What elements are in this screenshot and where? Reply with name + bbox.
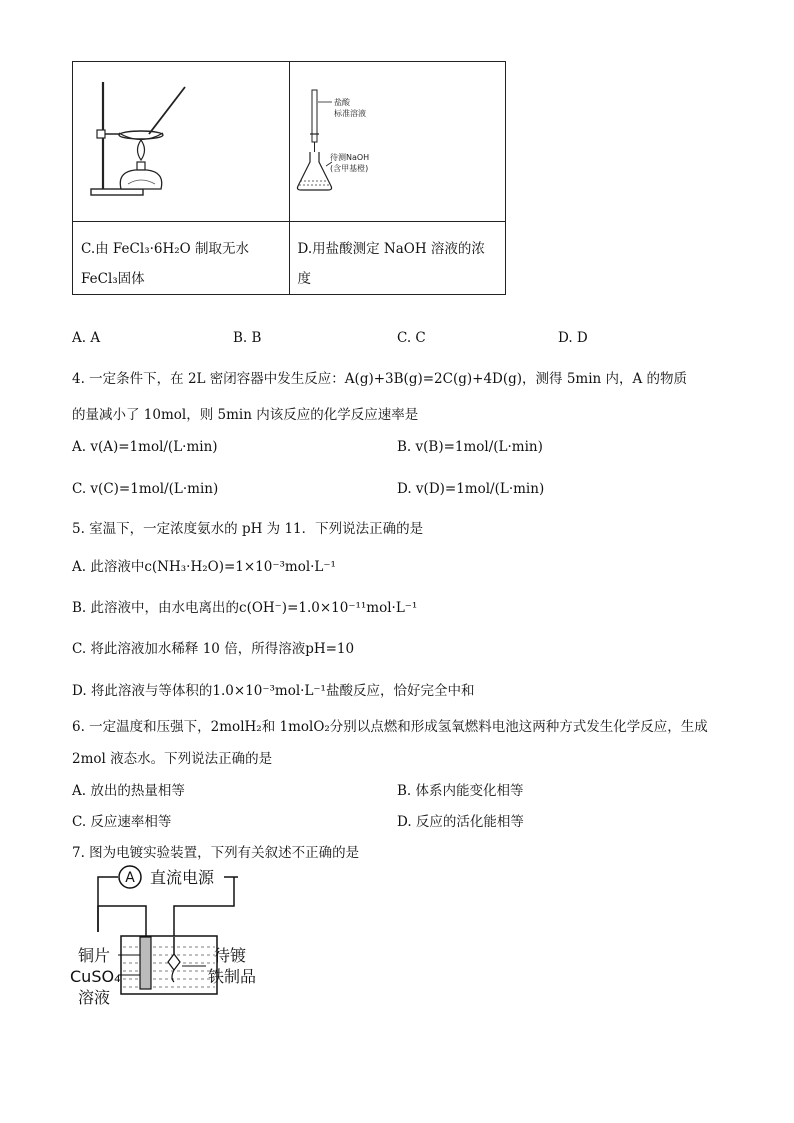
q4-stem-line2: 的量减小了 10mol，则 5min 内该反应的化学反应速率是 [72,407,419,423]
option-d-caption: D.用盐酸测定 NaOH 溶液的浓度 [297,241,485,287]
q5-option-c: C. 将此溶液加水稀释 10 倍，所得溶液pH=10 [72,641,355,657]
q4-option-c: C. v(C)=1mol/(L·min) [72,481,219,497]
q4-stem-line1: 4. 一定条件下，在 2L 密闭容器中发生反应：A(g)+3B(g)=2C(g)+4D(g)，测得 5min 内，A 的物质 [72,371,688,387]
label-plated-2: 铁制品 [208,967,257,986]
cell-c-figure [73,62,290,222]
q7-stem: 7. 图为电镀实验装置，下列有关叙述不正确的是 [72,845,360,861]
q6-option-d: D. 反应的活化能相等 [397,814,524,830]
q5-stem: 5. 室温下，一定浓度氨水的 pH 为 11．下列说法正确的是 [72,521,424,537]
q6-stem-line1: 6. 一定温度和压强下，2molH₂和 1molO₂分别以点燃和形成氢氧燃料电池这两种方式发生化学反应，生成 [72,719,708,735]
label-hcl-1: 盐酸 [333,98,350,107]
q3-option-a: A. A [72,330,101,346]
ammeter-label: A [125,870,135,886]
label-plated-1: 待镀 [214,946,247,965]
power-source-label: 直流电源 [150,868,215,887]
label-hcl-2: 标准溶液 [333,109,366,118]
q4-option-a: A. v(A)=1mol/(L·min) [72,439,218,455]
q5-option-a: A. 此溶液中c(NH₃·H₂O)=1×10⁻³mol·L⁻¹ [72,559,336,575]
q3-option-b: B. B [233,330,262,346]
q4-option-b: B. v(B)=1mol/(L·min) [397,439,543,455]
label-naoh-1: 待测NaOH [329,153,369,162]
evaporation-apparatus-figure [73,62,303,217]
q3-option-d: D. D [558,330,588,346]
option-c-caption: C.由 FeCl₃·6H₂O 制取无水 FeCl₃固体 [81,241,250,287]
q4-option-d: D. v(D)=1mol/(L·min) [397,481,545,497]
q6-stem-line2: 2mol 液态水。下列说法正确的是 [72,751,273,767]
q5-option-b: B. 此溶液中，由水电离出的c(OH⁻)=1.0×10⁻¹¹mol·L⁻¹ [72,600,418,616]
electroplating-apparatus-figure [66,862,276,1012]
label-naoh-2: (含甲基橙) [329,164,368,173]
label-copper-plate: 铜片 [78,946,111,965]
q5-option-d: D. 将此溶液与等体积的1.0×10⁻³mol·L⁻¹盐酸反应，恰好完全中和 [72,683,475,699]
q6-option-c: C. 反应速率相等 [72,814,172,830]
copper-plate [140,937,151,989]
q3-option-c: C. C [397,330,426,346]
q6-option-a: A. 放出的热量相等 [72,783,185,799]
label-solution: 溶液 [78,988,111,1007]
apparatus-table [72,61,506,295]
label-cuso4: CuSO₄ [70,967,121,986]
q6-option-b: B. 体系内能变化相等 [397,783,524,799]
titration-apparatus-figure [290,62,492,217]
plating-beaker [121,936,217,994]
cell-d-figure [289,62,506,222]
